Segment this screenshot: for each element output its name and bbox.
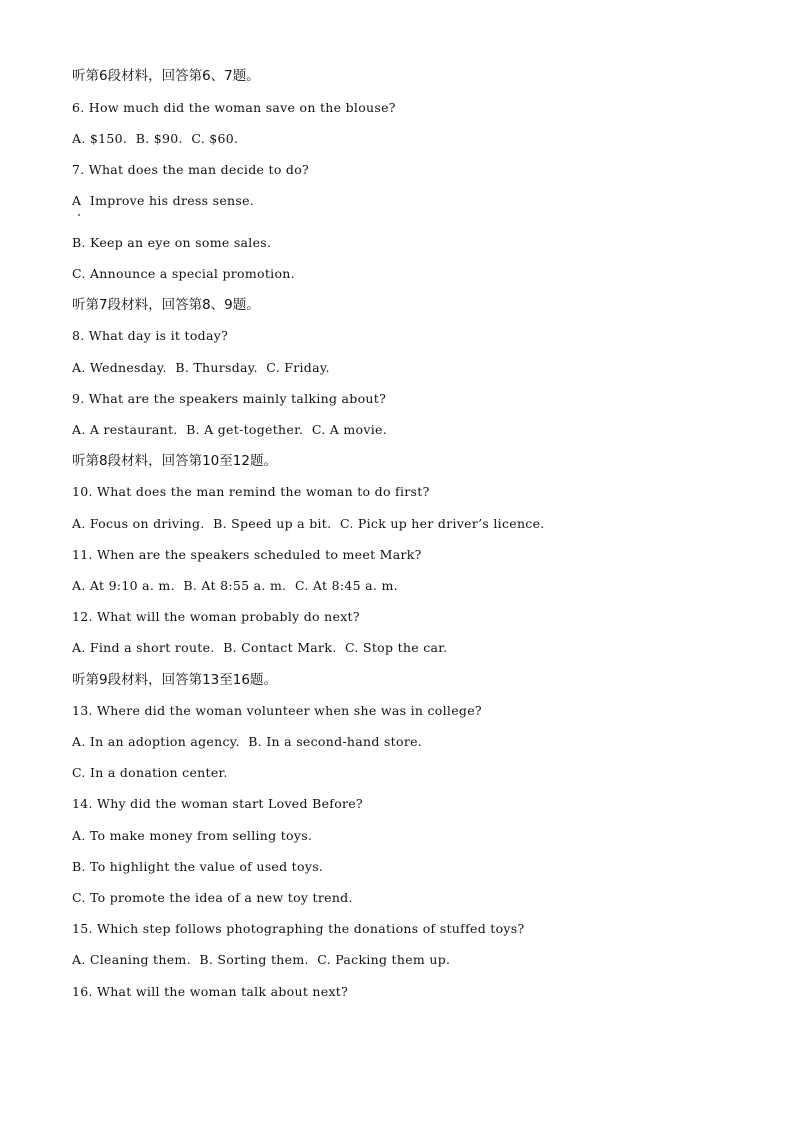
option-14c: C. To promote the idea of a new toy trend.: [72, 890, 353, 905]
section-header-6: 听第6段材料，回答第6、7题。: [72, 68, 260, 84]
question-13: 13. Where did the woman volunteer when she was in college?: [72, 703, 482, 718]
options-10: A. Focus on driving. B. Speed up a bit. C. Pick up her driver’s licence.: [72, 516, 545, 531]
options-15: A. Cleaning them. B. Sorting them. C. Packing them up.: [72, 952, 451, 967]
question-9: 9. What are the speakers mainly talking about?: [72, 391, 387, 406]
stray-mark: [78, 214, 80, 216]
options-8: A. Wednesday. B. Thursday. C. Friday.: [72, 360, 330, 375]
options-6: A. $150. B. $90. C. $60.: [72, 131, 239, 146]
question-7: 7. What does the man decide to do?: [72, 162, 310, 177]
question-6: 6. How much did the woman save on the blouse?: [72, 100, 396, 115]
option-7b: B. Keep an eye on some sales.: [72, 235, 272, 250]
section-header-9: 听第9段材料，回答第13至16题。: [72, 672, 277, 688]
option-7a: A Improve his dress sense.: [72, 193, 255, 208]
options-9: A. A restaurant. B. A get-together. C. A movie.: [72, 422, 388, 437]
question-12: 12. What will the woman probably do next?: [72, 609, 360, 624]
option-14a: A. To make money from selling toys.: [72, 828, 313, 843]
option-13c: C. In a donation center.: [72, 765, 228, 780]
section-header-8: 听第8段材料，回答第10至12题。: [72, 453, 277, 469]
question-14: 14. Why did the woman start Loved Before?: [72, 796, 363, 811]
option-14b: B. To highlight the value of used toys.: [72, 859, 324, 874]
question-16: 16. What will the woman talk about next?: [72, 984, 349, 999]
options-11: A. At 9:10 a. m. B. At 8:55 a. m. C. At 8:45 a. m.: [72, 578, 398, 593]
section-header-7: 听第7段材料，回答第8、9题。: [72, 297, 260, 313]
question-15: 15. Which step follows photographing the donations of stuffed toys?: [72, 921, 525, 936]
option-7c: C. Announce a special promotion.: [72, 266, 295, 281]
question-11: 11. When are the speakers scheduled to meet Mark?: [72, 547, 422, 562]
question-10: 10. What does the man remind the woman to do first?: [72, 484, 430, 499]
options-12: A. Find a short route. B. Contact Mark. C. Stop the car.: [72, 640, 448, 655]
option-13ab: A. In an adoption agency. B. In a second-hand store.: [72, 734, 423, 749]
question-8: 8. What day is it today?: [72, 328, 229, 343]
